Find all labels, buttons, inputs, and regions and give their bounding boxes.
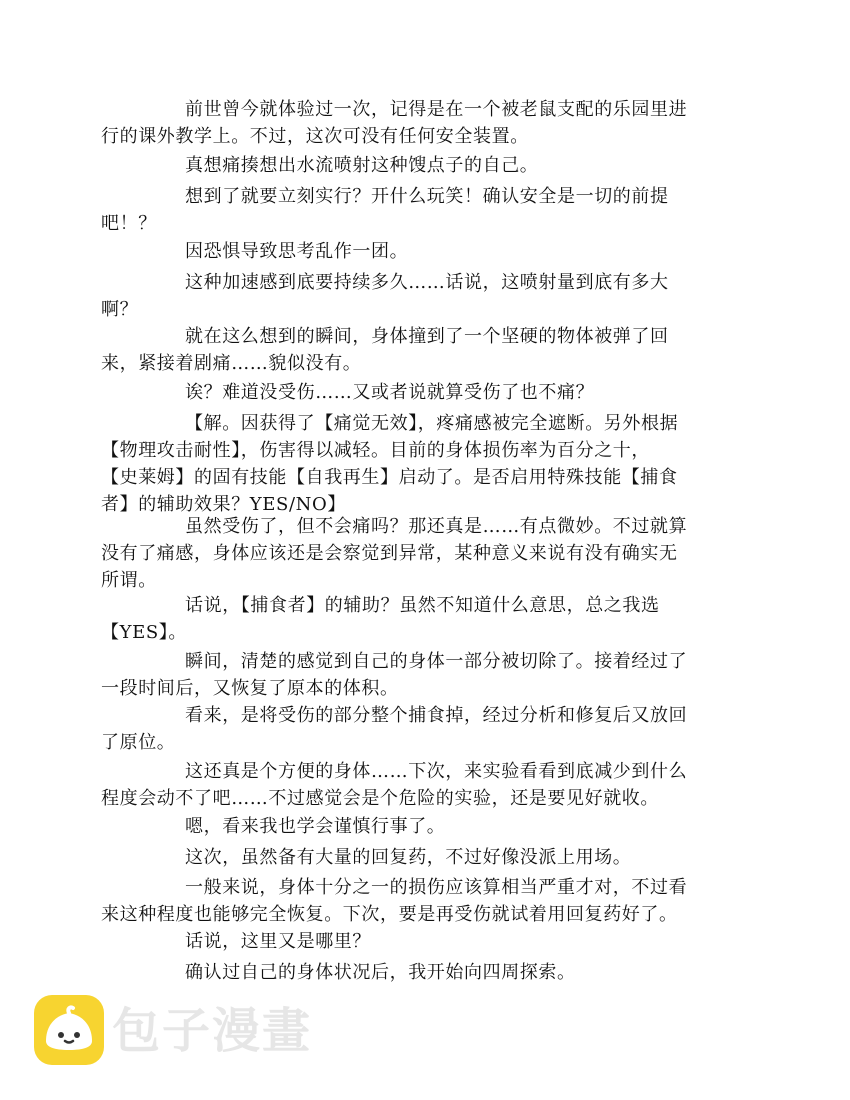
- watermark-text: 包子漫畫: [112, 1003, 313, 1059]
- paragraph: 想到了就要立刻实行？开什么玩笑！确认安全是一切的前提 吧！？: [101, 186, 669, 234]
- paragraph: 因恐惧导致思考乱作一团。: [185, 241, 409, 262]
- bun-logo-icon: [34, 995, 104, 1065]
- paragraph: 确认过自己的身体状况后，我开始向四周探索。: [185, 962, 576, 983]
- paragraph: 真想痛揍想出水流喷射这种馊点子的自己。: [185, 155, 539, 176]
- paragraph: 这还真是个方便的身体……下次，来实验看看到底减少到什么 程度会动不了吧……不过感觉会是个危险的实验，还是要见好就收。: [101, 761, 688, 809]
- watermark: [34, 995, 324, 1069]
- paragraph: 看来，是将受伤的部分整个捕食掉，经过分析和修复后又放回 了原位。: [101, 705, 688, 753]
- paragraph: 虽然受伤了，但不会痛吗？那还真是……有点微妙。不过就算 没有了痛感，身体应该还是会察觉到异常，某种意义来说有没有确实无 所谓。: [101, 516, 688, 591]
- paragraph: 前世曾今就体验过一次，记得是在一个被老鼠支配的乐园里进 行的课外教学上。不过，这次可没有任何安全装置。: [101, 99, 688, 147]
- paragraph: 一般来说，身体十分之一的损伤应该算相当严重才对，不过看 来这种程度也能够完全恢复。下次，要是再受伤就试着用回复药好了。: [101, 877, 688, 925]
- paragraph: 就在这么想到的瞬间，身体撞到了一个坚硬的物体被弹了回 来，紧接着剧痛……貌似没有。: [101, 326, 669, 374]
- paragraph: 【解。因获得了【痛觉无效】，疼痛感被完全遮断。另外根据 【物理攻击耐性】，伤害得以减轻。目前的身体损伤率为百分之十， 【史莱姆】的固有技能【自我再生】启动了。是否启用特殊技能【捕食 者】的辅助效果？YES/NO】: [101, 413, 679, 515]
- paragraph: 这种加速感到底要持续多久……话说，这喷射量到底有多大 啊？: [101, 272, 669, 320]
- paragraph: 嗯，看来我也学会谨慎行事了。: [185, 816, 446, 837]
- paragraph: 话说，【捕食者】的辅助？虽然不知道什么意思，总之我选 【YES】。: [101, 595, 660, 643]
- paragraph: 瞬间，清楚的感觉到自己的身体一部分被切除了。接着经过了 一段时间后，又恢复了原本的体积。: [101, 651, 688, 699]
- paragraph: 话说，这里又是哪里？: [185, 931, 371, 952]
- paragraph: 诶？难道没受伤……又或者说就算受伤了也不痛？: [185, 382, 595, 403]
- paragraph: 这次，虽然备有大量的回复药，不过好像没派上用场。: [185, 847, 632, 868]
